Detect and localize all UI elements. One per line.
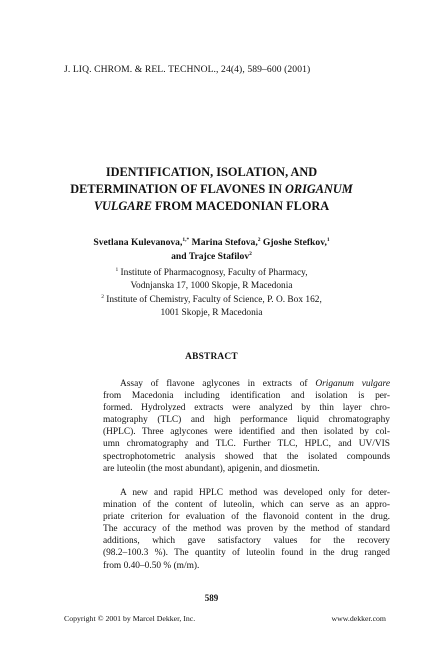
abstract-paragraph-1 xyxy=(103,378,390,475)
abstract-p1-line-1 xyxy=(103,378,390,390)
affiliation-1-text-1: Institute of Pharmacognosy, Faculty of Pharmacy, xyxy=(118,268,308,278)
author-stefkov-affil: 1 xyxy=(326,236,330,243)
abstract-p2-line-1: A new and rapid HPLC method was developed only for deter- xyxy=(120,488,390,498)
abstract-p2-line-7: from 0.40–0.50 % (m/m). xyxy=(103,560,200,571)
author-kulevanova-affil: 1,* xyxy=(182,236,190,243)
title-line-1: IDENTIFICATION, ISOLATION, AND xyxy=(105,165,318,179)
affiliation-2-text-1: Institute of Chemistry, Faculty of Science, P. O. Box 162, xyxy=(103,294,322,305)
abstract-p1-line-1-text: Assay of flavone aglycones in extracts of xyxy=(120,379,316,389)
page-number: 589 xyxy=(204,593,219,603)
journal-citation: J. LIQ. CHROM. & REL. TECHNOL., 24(4), 589–600 (2001) xyxy=(64,64,311,75)
affiliation-2-line-2: 1001 Skopje, R Macedonia xyxy=(160,307,263,318)
author-stefova: Marina Stefova, xyxy=(189,237,258,248)
abstract-p2-line-6: (98.2–100.3 %). The quantity of luteolin found in the drug ranged xyxy=(103,548,390,559)
author-stefkov: Gjoshe Stefkov, xyxy=(260,237,327,248)
abstract-p1-line-5: (HPLC). Three aglycones were identified and then isolated by col- xyxy=(103,427,390,438)
author-stafilov: and Trajce Stafilov xyxy=(171,251,250,262)
abstract-p1-line-4: matography (TLC) and high performance liquid chromatography xyxy=(103,415,390,426)
publisher-website: www.dekker.com xyxy=(331,614,386,623)
abstract-p1-species: Origanum vulgare xyxy=(315,379,390,389)
title-line-2-italic: ORIGANUM xyxy=(285,182,353,196)
title-line-3-text: FROM MACEDONIAN FLORA xyxy=(151,199,330,213)
title-line-2-text: DETERMINATION OF FLAVONES IN xyxy=(70,182,286,196)
abstract-p1-line-3: formed. Hydrolyzed extracts were analyzed by thin layer chro- xyxy=(103,403,390,414)
affiliations xyxy=(40,267,383,320)
affiliation-2-marker: 2 xyxy=(101,293,104,300)
abstract-p1-line-7: spectrophotometric analysis showed that the isolated compounds xyxy=(103,451,390,462)
abstract-p1-line-8: are luteolin (the most abundant), apigenin, and diosmetin. xyxy=(103,463,320,474)
copyright-notice: Copyright © 2001 by Marcel Dekker, Inc. xyxy=(64,614,196,623)
abstract-p2-line-5: additions, which gave satisfactory values for the recovery xyxy=(103,536,390,547)
affiliation-1-line-1 xyxy=(40,267,383,280)
affiliation-1-marker: 1 xyxy=(115,266,119,273)
author-kulevanova: Svetlana Kulevanova, xyxy=(93,237,183,248)
abstract-p2-line-4: The accuracy of the method was proven by the method of standard xyxy=(103,524,390,535)
abstract-p2-line-3: priate criterion for evaluation of the flavonoid content in the drug. xyxy=(103,512,390,523)
article-title xyxy=(40,164,383,215)
author-line-2 xyxy=(40,250,383,264)
author-line-1 xyxy=(40,236,383,250)
abstract-p1-line-2: from Macedonia including identification and isolation is per- xyxy=(103,391,390,402)
author-stefova-affil: 2 xyxy=(257,236,261,243)
title-line-2 xyxy=(40,181,383,198)
title-line-3 xyxy=(40,198,383,215)
abstract-p1-line-6: umn chromatography and TLC. Further TLC, HPLC, and UV/VIS xyxy=(103,439,390,450)
affiliation-1-line-2: Vodnjanska 17, 1000 Skopje, R Macedonia xyxy=(130,281,293,292)
affiliation-2-line-1 xyxy=(40,294,383,307)
abstract-paragraph-2 xyxy=(103,487,390,572)
abstract-p2-line-2: mination of the content of luteolin, which can serve as an appro- xyxy=(103,500,390,511)
abstract-heading: ABSTRACT xyxy=(185,352,238,362)
author-stafilov-affil: 2 xyxy=(249,250,252,257)
author-list xyxy=(40,236,383,264)
title-line-3-italic: VULGARE xyxy=(93,199,152,213)
